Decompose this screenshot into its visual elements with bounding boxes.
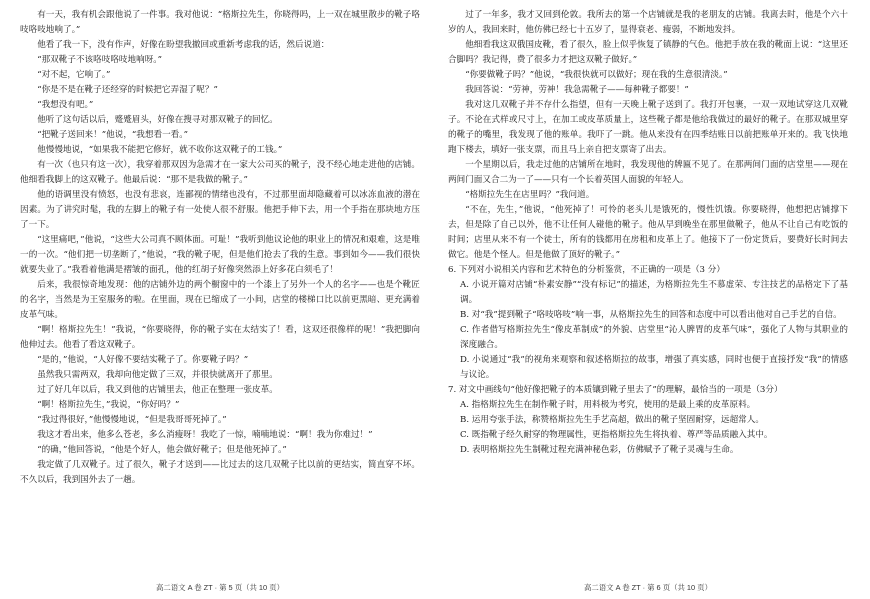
paragraph: 我定做了几双靴子。过了很久，靴子才送到——比过去的这几双靴子比以前的更结实，简直穿不坏。不久以后，我到国外去了一趟。 [20,460,420,485]
question-option: C. 既指靴子经久耐穿的物理属性，更指格斯拉先生将执着、尊严等品质融入其中。 [460,430,773,440]
page-footer-right: 高二语文 A 卷 ZT · 第 6 页（共 10 页） [584,583,712,592]
paragraph: 过了好几年以后，我又到他的店铺里去，他正在整理一张皮革。 [37,385,278,395]
paragraph: “是的，”他说，“人好像不要结实靴子了。你要靴子吗？” [37,355,249,365]
paragraph: 他的语调里没有愤怒，也没有悲哀，连鄙视的情绪也没有，不过那里面却隐藏着可以冰冻血液的潜在因素。为了讲究时髦，我的左脚上的靴子有一处使人很不舒服。他把手伸下去，用一个手指在那块地方压了一下。 [20,190,420,230]
paragraph: 我回答说：“劳神，劳神！我急需靴子——每种靴子都要！” [465,85,689,95]
paragraph: “我过得很好，”他慢慢地说，“但是我哥哥死掉了。” [37,415,227,425]
paragraph: 他听了这句话以后，蹙蹙眉头，好像在搜寻对那双靴子的回忆。 [37,115,278,125]
paragraph: “啊！格斯拉先生！”我说，“你要晓得，你的靴子实在太结实了！看，这双还很像样的呢！”我把脚向他伸过去。他看了看这双靴子。 [20,325,420,350]
question-option: B. 运用夸张手法，称赞格斯拉先生手艺高超，做出的靴子坚固耐穿，远超常人。 [460,415,764,425]
paragraph: 他细看我这双俄国皮靴，看了很久，脸上似乎恢复了镇静的气色。他把手放在我的靴面上说：“这里还合脚吗？我记得，费了很多力才把这双靴子做好。” [448,40,848,65]
paragraph: 一个星期以后，我走过他的店铺所在地时，我发现他的牌匾不见了。在那两间门面的店堂里——现在两间门面又合二为一了——只有一个长着英国人面貌的年轻人。 [448,160,848,185]
page-right [448,8,848,580]
question-option: A. 指格斯拉先生在制作靴子时，用料极为考究，使用的是最上乘的皮革原料。 [460,400,756,410]
paragraph: 他慢慢地说，“如果我不能把它修好，就不收你这双靴子的工钱。” [37,145,283,155]
question-stem: 6. 下列对小说相关内容和艺术特色的分析鉴赏，不正确的一项是（3 分） [448,265,725,275]
paragraph: “对不起，它响了。” [37,70,111,80]
question-option: B. 对“我”提到靴子“咯吱咯吱”响一事，从格斯拉先生的回答和态度中可以看出他对自己手艺的自信。 [460,310,842,320]
paragraph: “格斯拉先生在店里吗？”我问道。 [465,190,595,200]
paragraph: 有一天，我有机会跟他说了一件事。我对他说：“格斯拉先生，你晓得吗，上一双在城里散步的靴子咯吱咯吱地响了。” [20,10,420,35]
page-left [20,8,420,580]
paragraph: “这里痛吧，”他说，“这些大公司真不顾体面。可耻！”我听到他议论他的职业上的情况和艰难，这是唯一的一次。“他们把一切垄断了，”他说，“我的靴子呢，但是他们抢去了我的生意。事到如今——我们很快就要失业了。”我看着他满是褶皱的面孔，他的红胡子好像突然添上好多花白须毛了！ [20,235,420,275]
paragraph: 他看了我一下，没有作声，好像在盼望我撤回或重新考虑我的话，然后说道： [37,40,330,50]
question-stem: 7. 对文中画线句“他好像把靴子的本质镶到靴子里去了”的理解，最恰当的一项是（3分） [448,385,783,395]
paragraph: “的确，”他回答说，“他是个好人，他会做好靴子；但是他死掉了。” [37,445,287,455]
paragraph: 我这才看出来，他多么苍老，多么消瘦呀！我吃了一惊，喃喃地说：“啊！我为你难过！” [37,430,373,440]
paragraph: 虽然我只需两双，我却向他定做了三双，并很快就离开了那里。 [37,370,278,380]
paragraph: 有一次（也只有这一次），我穿着那双因为急需才在一家大公司买的靴子，没不经心地走进他的店铺。他细看我脚上的这双靴子。他最后说：“那不是我做的靴子。” [20,160,420,185]
page-footer-left: 高二语文 A 卷 ZT · 第 5 页（共 10 页） [156,583,284,592]
paragraph: “啊！格斯拉先生，”我说，“你好吗？” [37,400,180,410]
paragraph: “那双靴子不该咯吱咯吱地响呀。” [37,55,162,65]
paragraph: 我对这几双靴子并不存什么指望，但有一天晚上靴子送到了。我打开包裹，一双一双地试穿这几双靴子。不论在式样或尺寸上，在加工或皮革质量上，这些靴子都是他给我做过的最好的靴子。在那双城里穿的靴子的嘴里，我发现了他的账单。我吓了一跳。他从来没有在四季结账日以前把账单开来的。我飞快地跑下楼去，填好一张支票，而且马上亲自把支票寄了出去。 [448,100,848,155]
paragraph: “我想没有吧。” [37,100,94,110]
paragraph: “把靴子送回来！”他说，“我想看一看。” [37,130,188,140]
paragraph: 后来，我很惊奇地发现：他的店铺外边的两个橱窗中的一个漆上了另外一个人的名字——也是个靴匠的名字，当然是为王室服务的啦。在里面，现在已缩成了一小间，店堂的楼梯口比以前更黑暗、更充满着皮革气味。 [20,280,420,320]
question-option: C. 作者借写格斯拉先生“像皮革制成”的外貌、店堂里“沁人脾胃的皮革气味”，强化了人物与其职业的深度融合。 [460,325,848,350]
paragraph: 过了一年多，我才又回到伦敦。我所去的第一个店铺就是我的老朋友的店铺。我离去时，他是个六十岁的人，我回来时，他仿佛已经七十五岁了，显得衰老、瘦弱，不断地发抖。 [448,10,848,35]
paragraph: “你是不是在靴子还经穿的时候把它弄湿了呢？” [37,85,218,95]
paragraph: “不在，先生，”他说，“他死掉了！可怜的老头儿是饿死的，慢性饥饿。你要晓得，他想把店铺撑下去，但是除了自己以外，他不让任何人碰他的靴子。他从早到晚坐在那里做靴子，他从不让自己有吃饭的时间；店里从来不有一个徒士，所有的钱都用在房租和皮革上了。他接下了一份定货后，要费好长时间去做它。他是个怪人。但是他做了顶好的靴子。” [448,205,848,260]
paragraph: “你要做靴子吗？”他说，“我很快就可以做好；现在我的生意很清淡。” [465,70,728,80]
question-option: D. 表明格斯拉先生制靴过程充满神秘色彩，仿佛赋予了靴子灵魂与生命。 [460,445,739,455]
question-option: D. 小说通过“我”的视角来观察和叙述格斯拉的故事，增强了真实感，同时也便于直接抒发“我”的情感与议论。 [460,355,848,380]
question-option: A. 小说开篇对店铺“朴素安静”“没有标记”的描述，为格斯拉先生不慕虚荣、专注技艺的品格定下了基调。 [460,280,848,305]
